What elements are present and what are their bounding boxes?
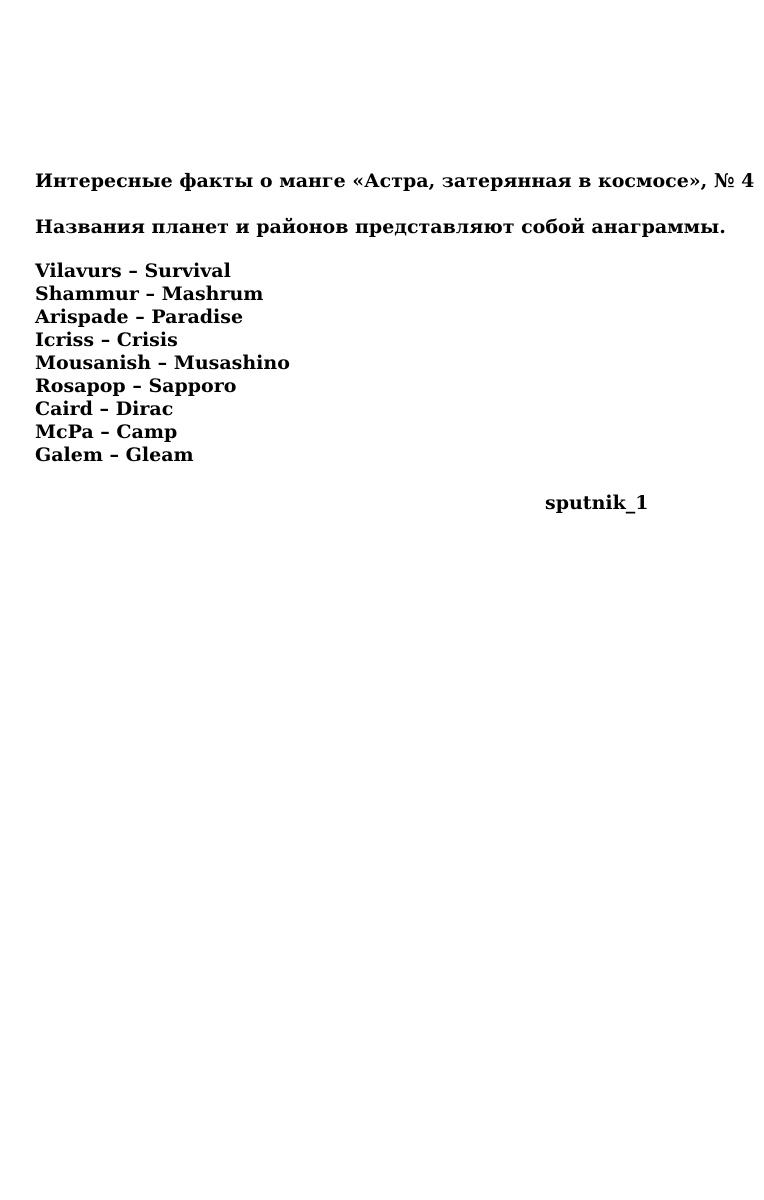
list-item: Arispade – Paradise xyxy=(35,306,244,328)
author-signature: sputnik_1 xyxy=(545,492,649,514)
list-item: Mousanish – Musashino xyxy=(35,352,290,374)
list-item: Rosapop – Sapporo xyxy=(35,375,237,397)
document-title: Интересные факты о манге «Астра, затерянная в космосе», № 4 xyxy=(35,170,755,192)
anagram-list xyxy=(35,260,735,467)
document-subtitle: Названия планет и районов представляют собой анаграммы. xyxy=(35,216,726,238)
list-item: Vilavurs – Survival xyxy=(35,260,231,282)
list-item: Shammur – Mashrum xyxy=(35,283,264,305)
list-item: McPa – Camp xyxy=(35,421,178,443)
list-item: Icriss – Crisis xyxy=(35,329,178,351)
list-item: Caird – Dirac xyxy=(35,398,174,420)
document-body xyxy=(35,168,755,467)
list-item: Galem – Gleam xyxy=(35,444,194,466)
